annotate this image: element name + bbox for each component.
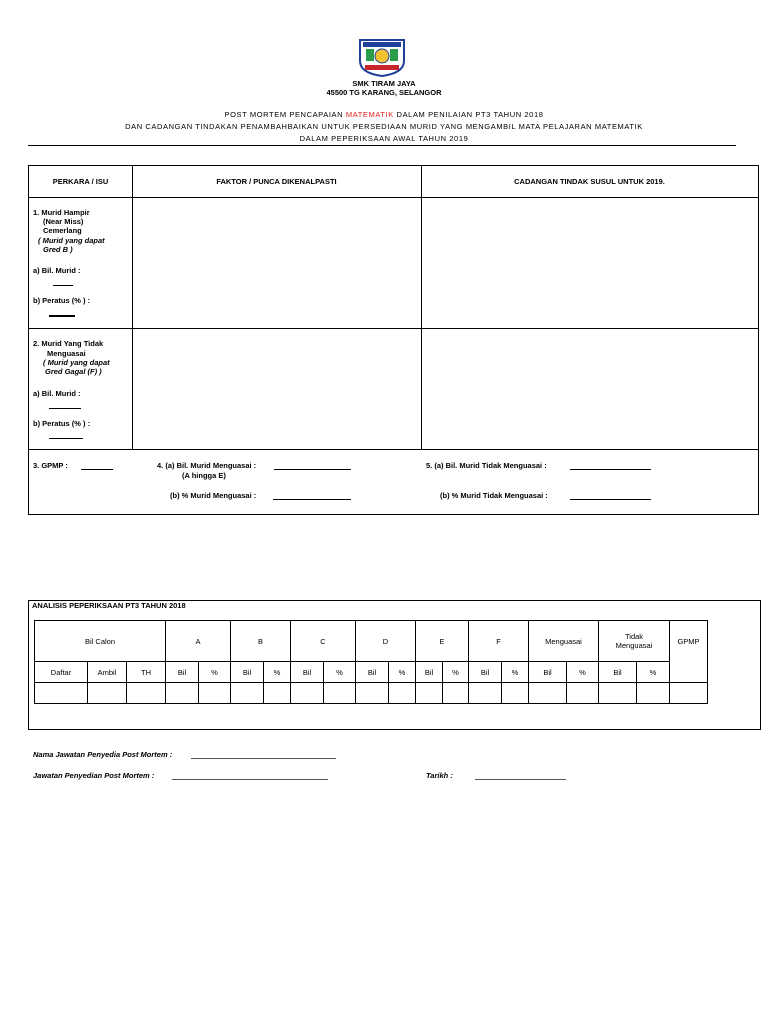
cell-menguasai-bil[interactable] (529, 683, 567, 704)
item4b-label: (b) % Murid Menguasai : (170, 491, 257, 500)
sub-e-pct: % (443, 662, 469, 683)
sub-c-pct: % (324, 662, 356, 683)
jawatan-penyedia-label: Jawatan Penyedian Post Mortem : (33, 771, 155, 780)
title-line-1: POST MORTEM PENCAPAIAN MATEMATIK DALAM PENILAIAN PT3 TAHUN 2018 (224, 110, 544, 119)
header-rule (28, 145, 736, 146)
group-e: E (416, 621, 469, 662)
item4a-blank[interactable] (274, 469, 351, 470)
item5b-blank[interactable] (570, 499, 651, 500)
col-header-perkara: PERKARA / ISU (52, 177, 109, 186)
cell-menguasai-pct[interactable] (567, 683, 599, 704)
row2-peratus-label: b) Peratus (% ) : (33, 419, 91, 428)
sub-c-bil: Bil (291, 662, 324, 683)
analysis-table (34, 620, 708, 704)
cell-c-pct[interactable] (324, 683, 356, 704)
cell-gpmp[interactable] (670, 683, 708, 704)
group-c: C (291, 621, 356, 662)
row1-rule (29, 328, 758, 329)
header-row-rule (29, 197, 758, 198)
nama-penyedia-blank[interactable] (191, 758, 336, 759)
cell-f-pct[interactable] (502, 683, 529, 704)
item5a-label: 5. (a) Bil. Murid Tidak Menguasai : (426, 461, 547, 470)
cell-b-bil[interactable] (231, 683, 264, 704)
row2-note-1: ( Murid yang dapat (43, 358, 110, 367)
school-crest-logo (357, 37, 407, 77)
group-f: F (469, 621, 529, 662)
row2-rule (29, 449, 758, 450)
row1-bil-label: a) Bil. Murid : (33, 266, 81, 275)
sub-e-bil: Bil (416, 662, 443, 683)
cell-a-bil[interactable] (166, 683, 199, 704)
sub-f-bil: Bil (469, 662, 502, 683)
sub-d-pct: % (389, 662, 416, 683)
group-gpmp: GPMP (670, 621, 708, 683)
sub-b-pct: % (264, 662, 291, 683)
row1-peratus-label: b) Peratus (% ) : (33, 296, 91, 305)
analysis-title: ANALISIS PEPERIKSAAN PT3 TAHUN 2018 (32, 601, 186, 610)
sub-menguasai-bil: Bil (529, 662, 567, 683)
jawatan-penyedia-blank[interactable] (172, 779, 328, 780)
school-name: SMK TIRAM JAYA (352, 79, 416, 88)
col-divider-2 (421, 166, 422, 449)
row2-bil-label: a) Bil. Murid : (33, 389, 81, 398)
cell-d-bil[interactable] (356, 683, 389, 704)
col-divider-1 (132, 166, 133, 449)
tarikh-blank[interactable] (475, 779, 566, 780)
cell-daftar[interactable] (35, 683, 88, 704)
analysis-data-row (35, 683, 708, 704)
post-mortem-table (28, 165, 759, 515)
item4a-note: (A hingga E) (182, 471, 226, 480)
row2-note-2: Gred Gagal (F) ) (45, 367, 102, 376)
nama-penyedia-label: Nama Jawatan Penyedia Post Mortem : (33, 750, 173, 759)
subject-name: MATEMATIK (345, 110, 394, 119)
item4a-label: 4. (a) Bil. Murid Menguasai : (157, 461, 257, 470)
group-d: D (356, 621, 416, 662)
cell-f-bil[interactable] (469, 683, 502, 704)
col-header-cadangan: CADANGAN TINDAK SUSUL UNTUK 2019. (514, 177, 665, 186)
row2-bil-blank[interactable] (49, 408, 81, 409)
analysis-header-row (35, 621, 708, 662)
cell-d-pct[interactable] (389, 683, 416, 704)
col-header-faktor: FAKTOR / PUNCA DIKENALPASTI (216, 177, 337, 186)
title-line-2: DAN CADANGAN TINDAKAN PENAMBAHBAIKAN UNTUK PERSEDIAAN MURID YANG MENGAMBIL MATA PELAJARAN MATEMATIK (125, 122, 643, 131)
sub-d-bil: Bil (356, 662, 389, 683)
item5b-label: (b) % Murid Tidak Menguasai : (440, 491, 548, 500)
group-b: B (231, 621, 291, 662)
group-tidak-menguasai: Tidak Menguasai (599, 621, 670, 662)
cell-tidak-pct[interactable] (637, 683, 670, 704)
sub-menguasai-pct: % (567, 662, 599, 683)
item5a-blank[interactable] (570, 469, 651, 470)
sub-tidak-bil: Bil (599, 662, 637, 683)
cell-c-bil[interactable] (291, 683, 324, 704)
title-line-3: DALAM PEPERIKSAAN AWAL TAHUN 2019 (299, 134, 469, 143)
cell-e-pct[interactable] (443, 683, 469, 704)
sub-a-pct: % (199, 662, 231, 683)
sub-daftar: Daftar (35, 662, 88, 683)
gpmp-blank[interactable] (81, 469, 113, 470)
row2-peratus-blank[interactable] (49, 438, 83, 439)
tarikh-label: Tarikh : (426, 771, 453, 780)
sub-th: TH (127, 662, 166, 683)
cell-tidak-bil[interactable] (599, 683, 637, 704)
row2-title: 2. Murid Yang Tidak (33, 339, 104, 348)
gpmp-label: 3. GPMP : (33, 461, 68, 470)
cell-ambil[interactable] (88, 683, 127, 704)
sub-ambil: Ambil (88, 662, 127, 683)
cell-a-pct[interactable] (199, 683, 231, 704)
group-a: A (166, 621, 231, 662)
sub-b-bil: Bil (231, 662, 264, 683)
school-address: 45500 TG KARANG, SELANGOR (326, 88, 442, 97)
row1-title: 1. Murid Hampir (33, 208, 90, 217)
cell-e-bil[interactable] (416, 683, 443, 704)
cell-b-pct[interactable] (264, 683, 291, 704)
row1-note-2: Gred B ) (43, 245, 73, 254)
group-menguasai: Menguasai (529, 621, 599, 662)
row1-bil-blank[interactable] (53, 285, 73, 286)
analysis-subheader-row (35, 662, 708, 683)
sub-tidak-pct: % (637, 662, 670, 683)
cell-th[interactable] (127, 683, 166, 704)
item4b-blank[interactable] (273, 499, 351, 500)
row2-menguasai: Menguasai (47, 349, 86, 358)
row1-near-miss: (Near Miss) (43, 217, 84, 226)
group-bil-calon: Bil Calon (35, 621, 166, 662)
row1-note-1: ( Murid yang dapat (38, 236, 105, 245)
sub-f-pct: % (502, 662, 529, 683)
row1-cemerlang: Cemerlang (43, 226, 82, 235)
row1-peratus-blank[interactable] (49, 315, 75, 317)
sub-a-bil: Bil (166, 662, 199, 683)
